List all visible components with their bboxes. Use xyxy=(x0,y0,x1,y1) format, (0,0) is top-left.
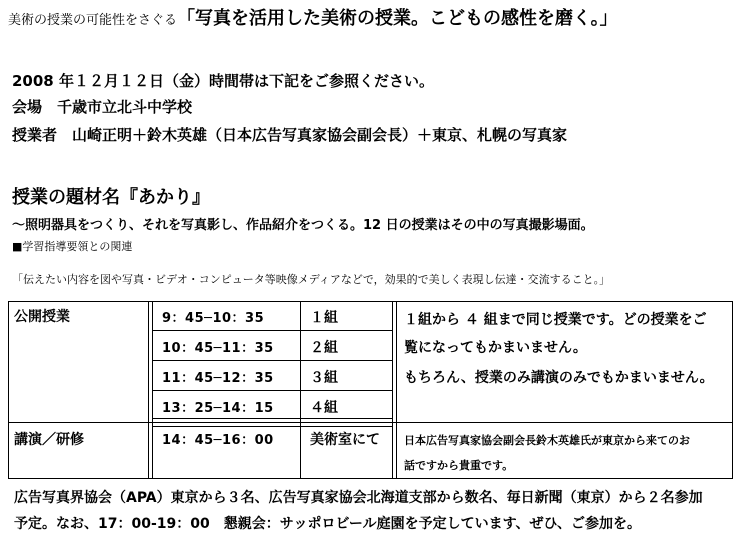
title-main: 「写真を活用した美術の授業。こどもの感性を磨く。」 xyxy=(177,8,618,29)
open-class-group-3: ３組 xyxy=(310,370,338,386)
theme-description: ～照明器具をつくり、それを写真影し、作品紹介をつくる。12 日の授業はその中の写真撮影場面。 xyxy=(12,218,594,233)
open-class-group-4: ４組 xyxy=(310,400,338,416)
open-class-note-line-1: １組から ４ 組まで同じ授業です。どの授業をご xyxy=(404,312,707,328)
footer-line-2: 予定。なお、17：00-19：00 懇親会：サッポロビール庭園を予定しています、ぜひ、ご参加を。 xyxy=(14,516,641,532)
lecture-note-line-2: 話ですから貴重です。 xyxy=(404,459,514,472)
lecture-place: 美術室にて xyxy=(310,432,380,448)
open-class-note-line-3: もちろん、授業のみ講演のみでもかまいません。 xyxy=(404,370,714,386)
row-divider-1 xyxy=(152,330,393,331)
table-border-left xyxy=(8,301,9,479)
row-divider-2 xyxy=(152,360,393,361)
row-divider-3 xyxy=(152,390,393,391)
section-divider xyxy=(8,422,733,423)
event-venue: 会場 千歳市立北斗中学校 xyxy=(12,98,193,116)
open-class-time-2: 10：45─11：35 xyxy=(162,341,274,356)
open-class-label: 公開授業 xyxy=(14,309,70,325)
lecture-label: 講演／研修 xyxy=(14,432,84,448)
lecture-note-line-1: 日本広告写真家協会副会長鈴木英雄氏が東京から来てのお xyxy=(404,434,690,447)
footer-line-1: 広告写真界協会（APA）東京から３名、広告写真家協会北海道支部から数名、毎日新聞（東京）から２名参加 xyxy=(14,490,703,506)
open-class-group-1: １組 xyxy=(310,310,338,326)
col-divider-3b xyxy=(396,301,397,479)
row-divider-4 xyxy=(152,418,393,419)
open-class-time-1: 9：45─10：35 xyxy=(162,311,265,326)
schedule-table xyxy=(8,301,733,479)
open-class-time-3: 11：45─12：35 xyxy=(162,371,274,386)
open-class-time-4: 13：25─14：15 xyxy=(162,401,274,416)
open-class-group-2: ２組 xyxy=(310,340,338,356)
title-prefix: 美術の授業の可能性をさぐる xyxy=(8,13,178,28)
col-divider-1 xyxy=(148,301,149,479)
guideline-label: ■学習指導要領との関連 xyxy=(12,240,133,253)
guideline-quote: 「伝えたい内容を図や写真・ビデオ・コンピュータ等映像メディアなどで，効果的で美しく表現し伝達・交流すること。」 xyxy=(12,273,611,286)
open-class-note-line-2: 覧になってもかまいません。 xyxy=(404,340,587,356)
document-title xyxy=(8,4,618,30)
event-date: 2008 年１２月１２日（金）時間帯は下記をご参照ください。 xyxy=(12,72,434,90)
theme-heading: 授業の題材名『あかり』 xyxy=(12,187,210,208)
table-border-right xyxy=(732,301,733,479)
event-teachers: 授業者 山崎正明＋鈴木英雄（日本広告写真家協会副会長）＋東京、札幌の写真家 xyxy=(12,126,568,144)
lecture-time: 14：45─16：00 xyxy=(162,433,274,448)
table-border-top xyxy=(8,301,733,302)
row-divider-5 xyxy=(152,426,393,427)
table-border-bottom xyxy=(8,478,733,479)
